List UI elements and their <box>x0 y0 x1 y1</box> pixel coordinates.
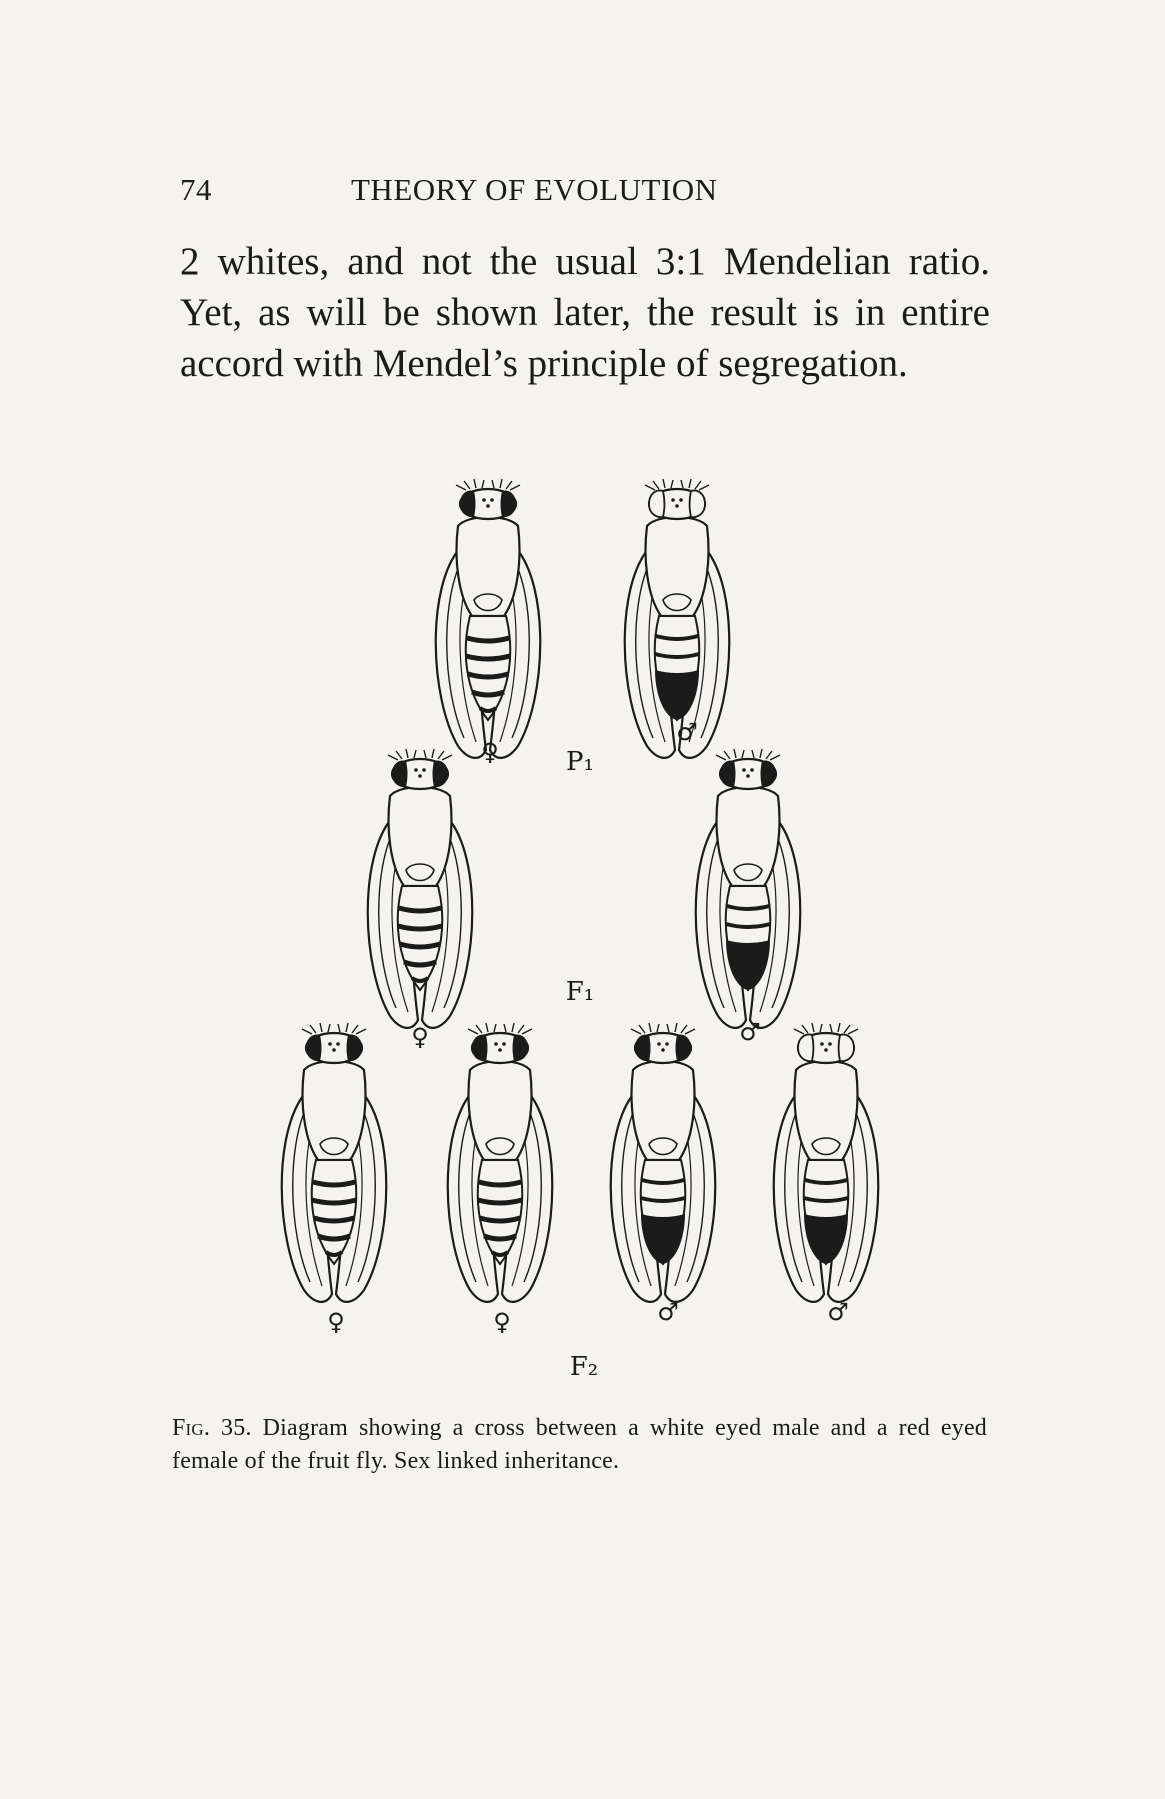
caption-text: Diagram showing a cross between a white eyed male and a red eyed female of the fruit fly. Sex linked inheritance. <box>172 1415 987 1474</box>
fly-P₁-male-white-eyed <box>625 479 730 758</box>
male-symbol: ♂ <box>657 1298 679 1326</box>
female-symbol: ♀ <box>481 738 499 766</box>
body-paragraph: 2 whites, and not the usual 3:1 Mendelian ratio. Yet, as will be shown later, the result is in entire accord with Mendel’s principle of segregation. <box>180 240 990 385</box>
generation-label: P₁ <box>566 747 594 777</box>
page-number: 74 <box>180 172 212 207</box>
fly-cross-diagram <box>0 470 1165 1490</box>
male-symbol: ♂ <box>827 1298 849 1326</box>
male-symbol: ♂ <box>739 1018 761 1046</box>
fly-F₂-male-white-eyed <box>774 1023 879 1302</box>
caption-label: Fig. 35. <box>172 1415 252 1441</box>
figure-caption <box>172 1412 987 1478</box>
fruit-fly-cross-figure <box>0 470 1165 1490</box>
female-symbol: ♀ <box>327 1308 345 1336</box>
fly-P₁-female-red-eyed <box>436 479 541 758</box>
female-symbol: ♀ <box>411 1023 429 1051</box>
running-head <box>180 172 1000 216</box>
generation-label: F₂ <box>569 1352 599 1382</box>
running-title: THEORY OF EVOLUTION <box>351 172 718 207</box>
female-symbol: ♀ <box>493 1308 511 1336</box>
fly-F₂-female-red-eyed <box>448 1023 553 1302</box>
fly-F₂-male-red-eyed <box>611 1023 716 1302</box>
male-symbol: ♂ <box>676 718 698 746</box>
generation-label: F₁ <box>565 977 595 1007</box>
fly-F₁-female-red-eyed <box>368 749 473 1028</box>
fly-F₁-male-red-eyed <box>696 749 801 1028</box>
fly-F₂-female-red-eyed <box>282 1023 387 1302</box>
